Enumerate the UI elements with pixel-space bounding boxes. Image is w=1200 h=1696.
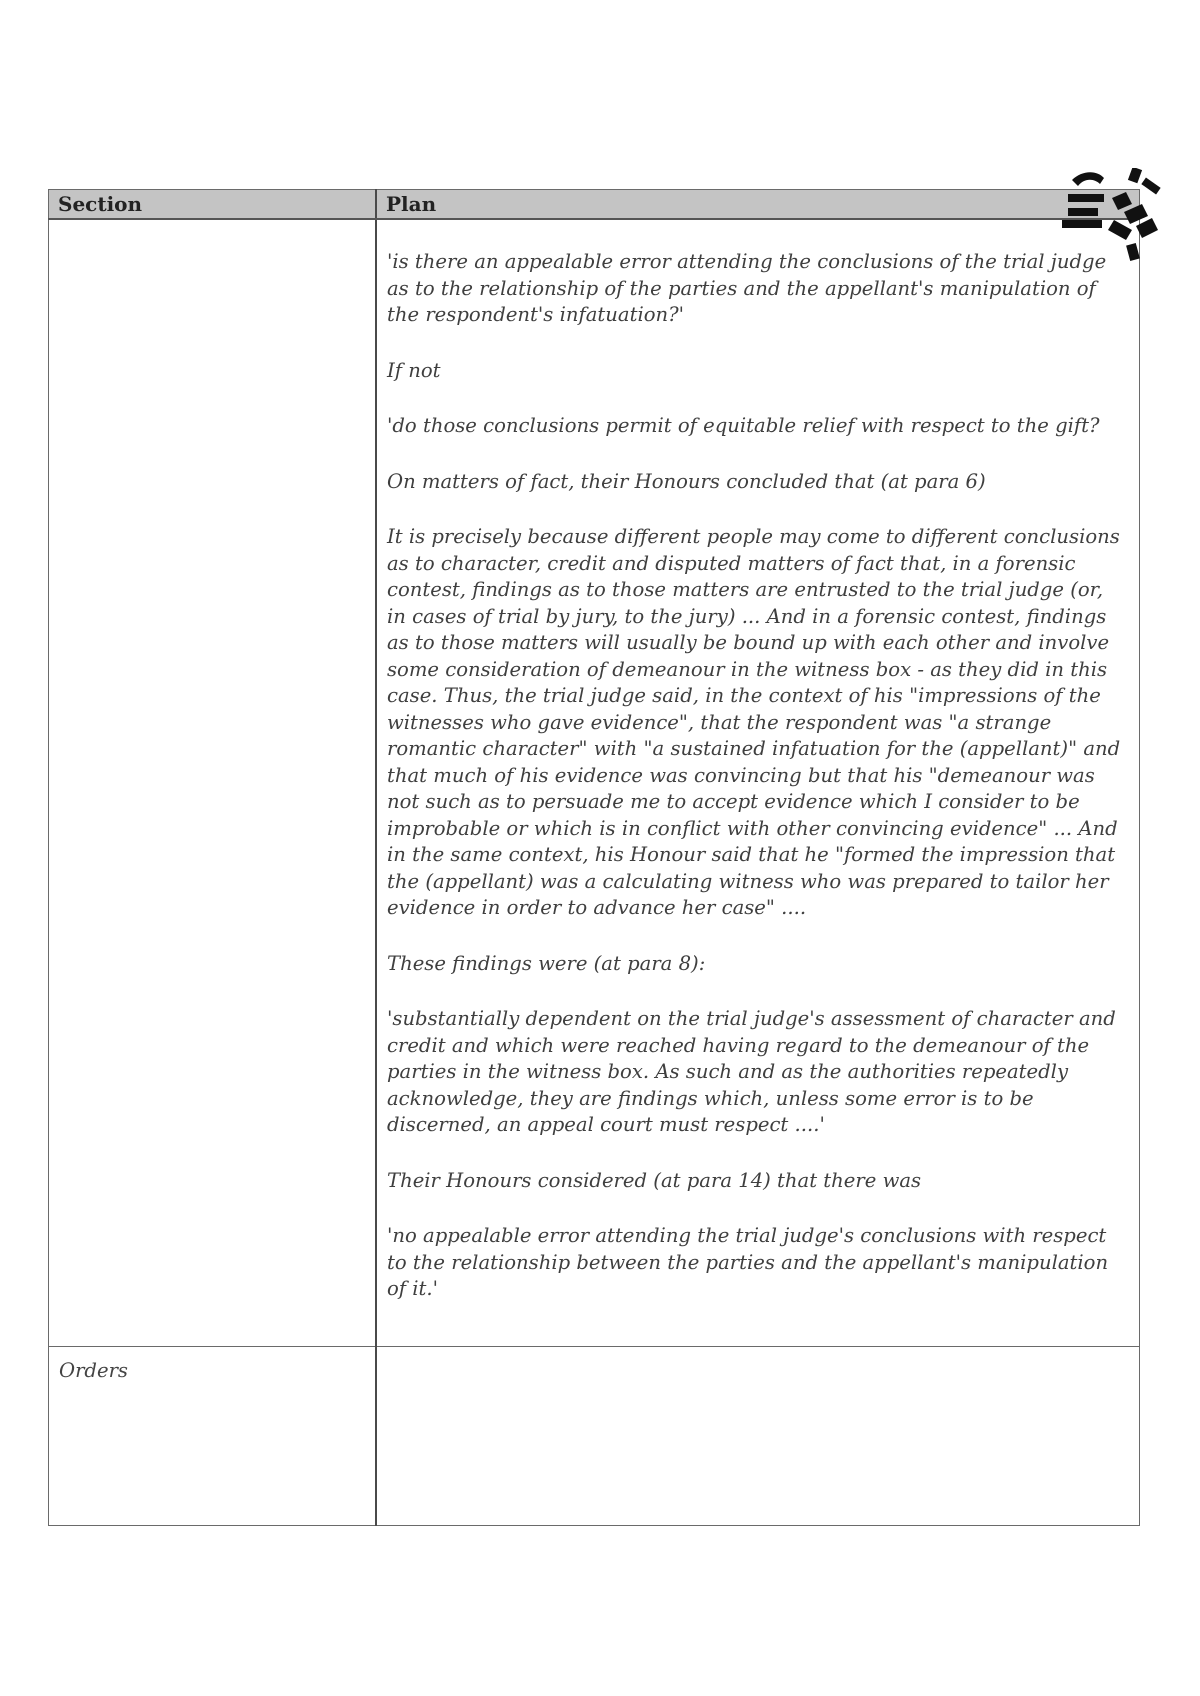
plan-paragraph: 'substantially dependent on the trial judge's assessment of character and credit and which were reached having regard to the demeanour of the parties in the witness box. As such and as the authorities repeatedly acknowledge, they are findings which, unless some error is to be discerned, an appeal court must respect ....' [387,1007,1116,1136]
plan-paragraph: Their Honours considered (at para 14) that there was [387,1168,922,1192]
plan-paragraph: If not [387,358,441,382]
plan-paragraph: On matters of fact, their Honours concluded that (at para 6) [387,469,986,493]
plan-paragraph: 'no appealable error attending the trial judge's conclusions with respect to the relationship between the parties and the appellant's manipulation of it.' [387,1224,1109,1300]
table-row [49,1347,1140,1526]
plan-paragraph: It is precisely because different people may come to different conclusions as to character, credit and disputed matters of fact that, in a forensic contest, findings as to those matters are entrusted to the trial judge (or, in cases of trial by jury, to the jury) ... And in a forensic contest, findings as to those matters will usually be bound up with each other and involve some consideration of demeanour in the witness box - as they did in this case. Thus, the trial judge said, in the context of his "impressions of the witnesses who gave evidence", that the respondent was "a strange romantic character" with "a sustained infatuation for the (appellant)" and that much of his evidence was convincing but that his "demeanour was not such as to persuade me to accept evidence which I consider to be improbable or which is in conflict with other convincing evidence" ... And in the same context, his Honour said that he "formed the impression that the (appellant) was a calculating witness who was prepared to tailor her evidence in order to advance her case" .... [387,525,1121,919]
table-header-row [49,190,1140,220]
plan-paragraph: 'is there an appealable error attending the conclusions of the trial judge as to the relationship of the parties and the appellant's manipulation of the respondent's infatuation?' [387,250,1107,326]
plan-cell [376,219,1140,1347]
orders-plan-cell [376,1347,1140,1526]
header-section: Section [49,190,377,220]
plan-paragraph: 'do those conclusions permit of equitable relief with respect to the gift? [387,414,1100,437]
scan-artifact-mark [1052,168,1162,270]
plan-paragraph: These findings were (at para 8): [387,951,706,975]
section-cell [49,219,377,1347]
table-row [49,219,1140,1347]
header-plan: Plan [376,190,1140,220]
plan-table [48,189,1140,1526]
orders-section-cell: Orders [49,1347,377,1526]
